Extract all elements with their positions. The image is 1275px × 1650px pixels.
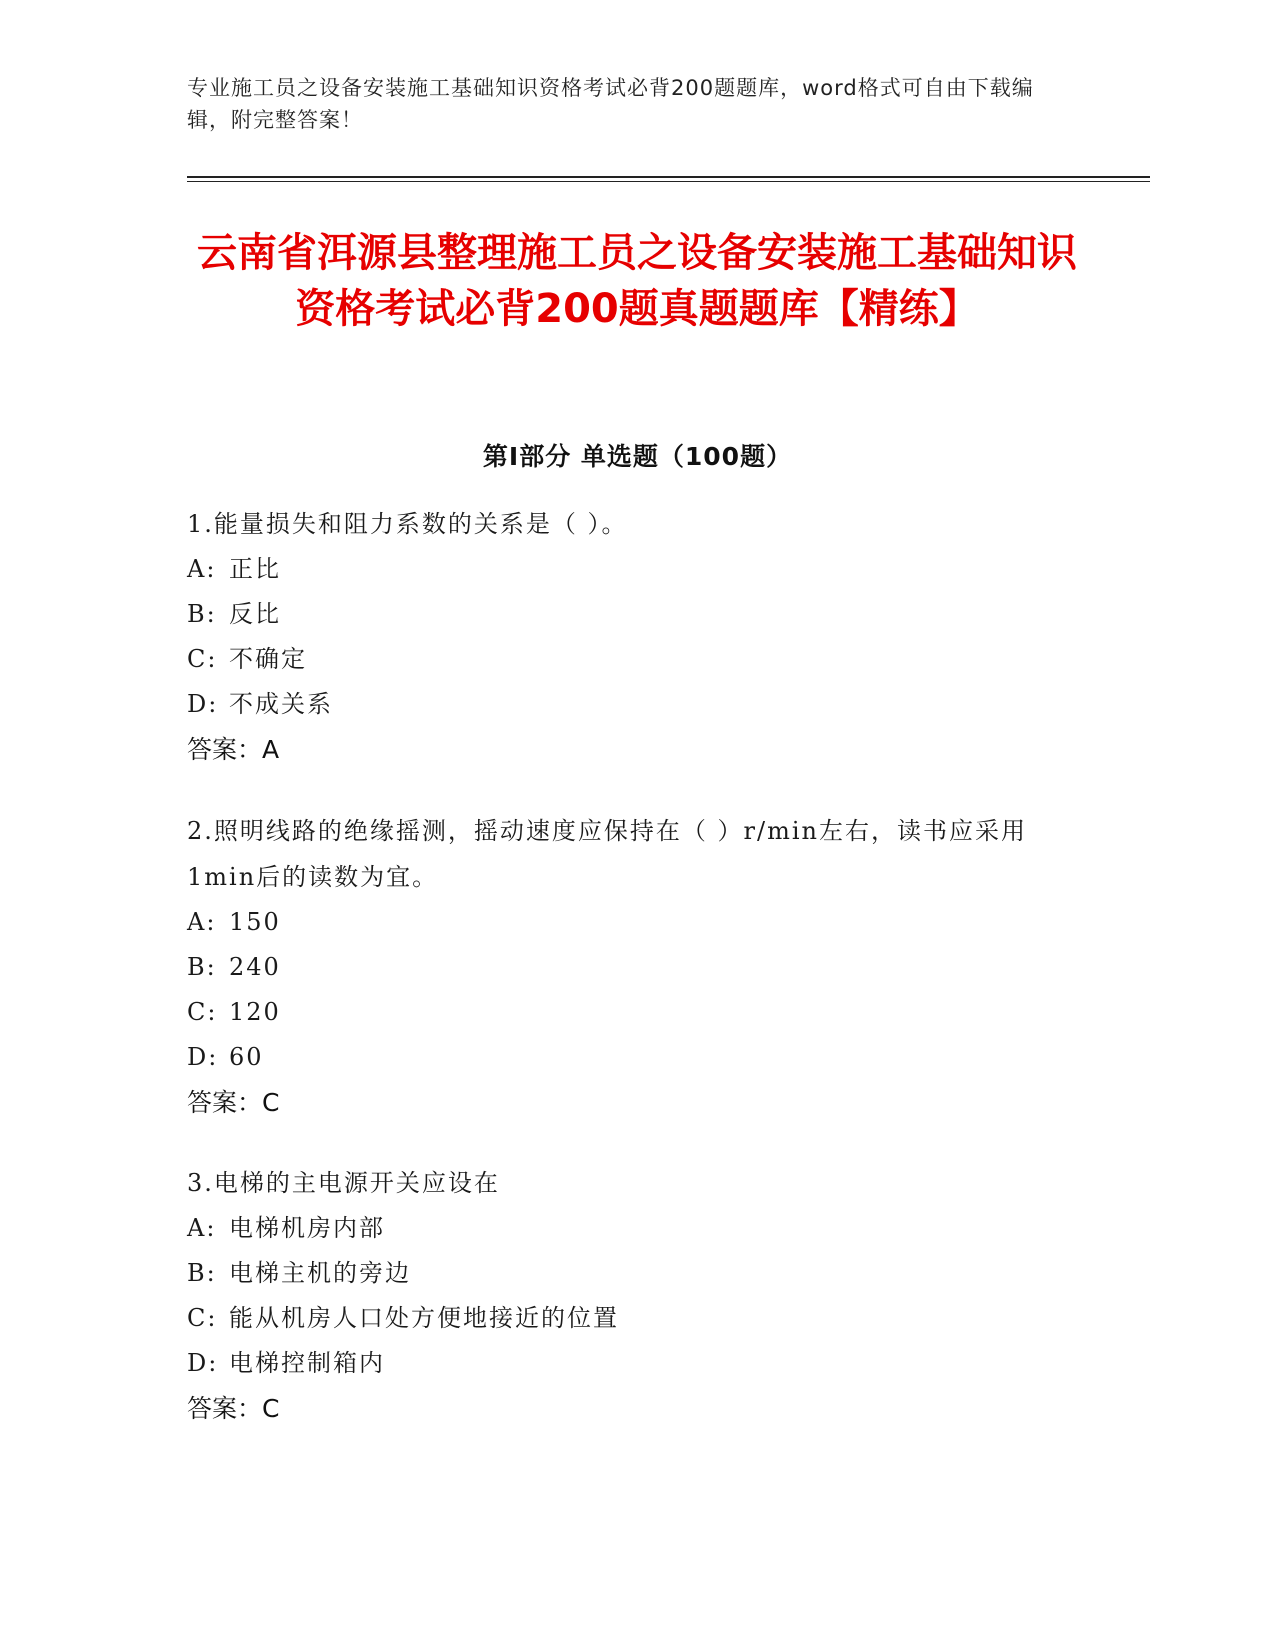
answer-line: 答案：C [187,1394,280,1423]
option-key: B: [187,600,217,628]
option-text: 电梯机房内部 [229,1214,385,1242]
option-key: C: [187,1304,218,1332]
question-3 [187,1160,1067,1431]
option-text: 240 [229,953,281,981]
option-b [187,1251,1067,1296]
question-stem: 2.照明线路的绝缘摇测，摇动速度应保持在（ ）r/min左右，读书应采用1min后的读数为宜。 [187,817,1027,891]
option-text: 反比 [229,600,281,628]
header-divider-thick [187,176,1150,178]
option-text: 正比 [229,555,281,583]
option-key: A: [187,1214,217,1242]
option-text: 电梯控制箱内 [229,1349,385,1377]
option-key: B: [187,953,217,981]
option-key: D: [187,690,219,718]
option-a [187,900,1067,945]
section-heading: 第I部分 单选题（100题） [482,442,793,471]
header-divider-thin [187,181,1150,182]
document-title: 云南省洱源县整理施工员之设备安装施工基础知识资格考试必背200题真题题库【精练】 [197,230,1077,332]
option-key: C: [187,998,218,1026]
option-text: 60 [229,1043,264,1071]
question-2 [187,808,1067,1125]
header-note: 专业施工员之设备安装施工基础知识资格考试必背200题题库，word格式可自由下载编辑，附完整答案！ [187,76,1034,132]
option-key: C: [187,645,218,673]
option-d [187,1035,1067,1080]
option-key: B: [187,1259,217,1287]
option-a [187,1206,1067,1251]
option-c [187,1296,1067,1341]
answer-line: 答案：A [187,735,280,764]
option-text: 能从机房人口处方便地接近的位置 [229,1304,619,1332]
option-text: 150 [229,908,281,936]
option-key: A: [187,908,217,936]
option-key: D: [187,1043,219,1071]
option-text: 电梯主机的旁边 [229,1259,411,1287]
option-text: 不确定 [229,645,307,673]
option-c [187,637,1067,682]
option-text: 120 [229,998,281,1026]
question-stem: 3.电梯的主电源开关应设在 [187,1169,500,1197]
option-key: A: [187,555,217,583]
option-c [187,990,1067,1035]
option-key: D: [187,1349,219,1377]
question-1 [187,501,1067,772]
option-b [187,945,1067,990]
option-text: 不成关系 [229,690,333,718]
question-stem: 1.能量损失和阻力系数的关系是（ ）。 [187,510,628,538]
option-a [187,547,1067,592]
option-d [187,682,1067,727]
answer-line: 答案：C [187,1088,280,1117]
option-b [187,592,1067,637]
option-d [187,1341,1067,1386]
